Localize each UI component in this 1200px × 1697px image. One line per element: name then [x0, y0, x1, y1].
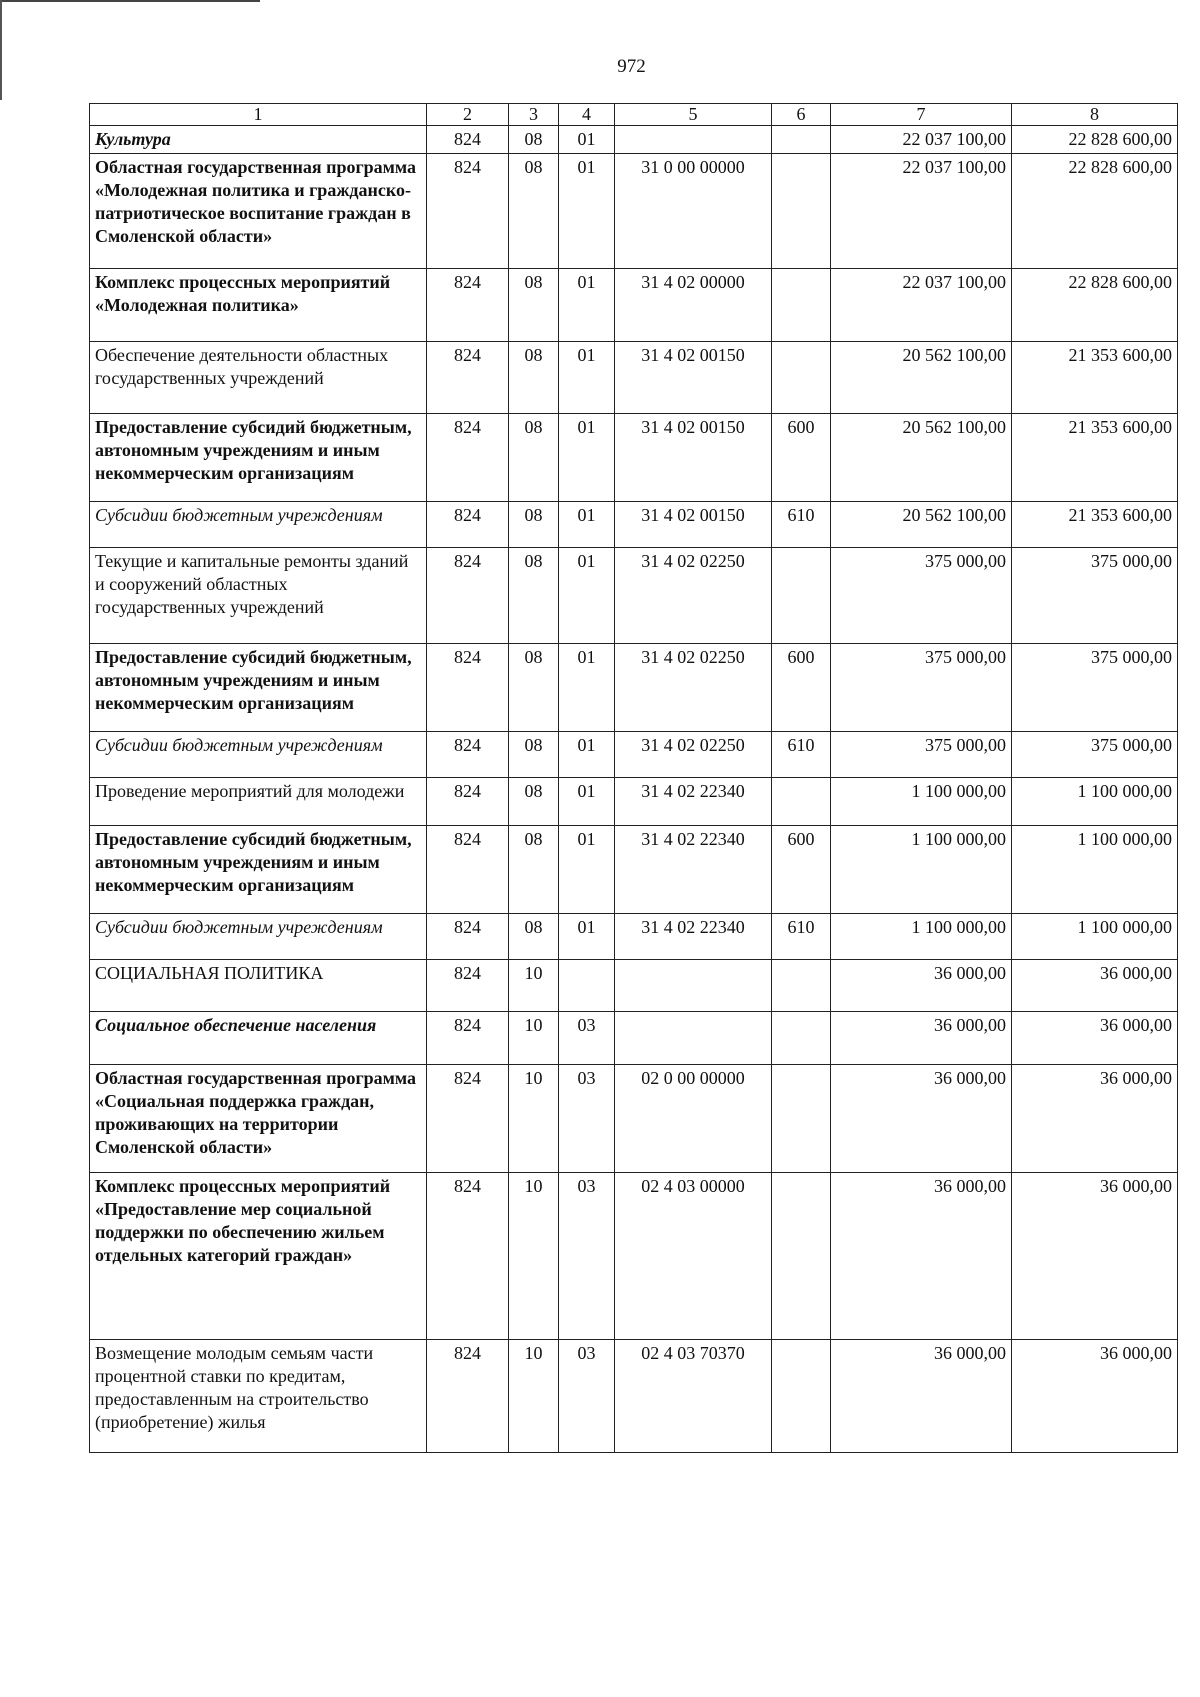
- expense-type-cell: [772, 154, 831, 269]
- amount-year1-cell: 375 000,00: [831, 644, 1012, 732]
- subsection-code-cell: 01: [559, 914, 615, 960]
- row-name-cell: Возмещение молодым семьям части процентной ставки по кредитам, предоставленным на строительство (приобретение) жилья: [90, 1340, 427, 1453]
- expense-type-cell: [772, 548, 831, 644]
- target-article-cell: 02 0 00 00000: [615, 1065, 772, 1173]
- admin-code-cell: 824: [427, 644, 509, 732]
- section-code-cell: 10: [509, 960, 559, 1012]
- table-row: [90, 1065, 1178, 1173]
- table-row: [90, 1173, 1178, 1340]
- target-article-cell: 31 4 02 22340: [615, 826, 772, 914]
- subsection-code-cell: 01: [559, 502, 615, 548]
- table-body: [90, 126, 1178, 1453]
- admin-code-cell: 824: [427, 1065, 509, 1173]
- scan-edge-left: [0, 0, 2, 100]
- amount-year1-cell: 22 037 100,00: [831, 126, 1012, 154]
- section-code-cell: 08: [509, 732, 559, 778]
- subsection-code-cell: 01: [559, 342, 615, 414]
- expense-type-cell: [772, 1173, 831, 1340]
- header-cell: 3: [509, 104, 559, 126]
- admin-code-cell: 824: [427, 1340, 509, 1453]
- subsection-code-cell: 01: [559, 778, 615, 826]
- header-cell: 6: [772, 104, 831, 126]
- target-article-cell: 31 4 02 00150: [615, 502, 772, 548]
- table-row: [90, 732, 1178, 778]
- expense-type-cell: 600: [772, 414, 831, 502]
- row-name-cell: Субсидии бюджетным учреждениям: [90, 502, 427, 548]
- header-cell: 2: [427, 104, 509, 126]
- target-article-cell: 31 0 00 00000: [615, 154, 772, 269]
- section-code-cell: 08: [509, 914, 559, 960]
- subsection-code-cell: 03: [559, 1340, 615, 1453]
- admin-code-cell: 824: [427, 778, 509, 826]
- amount-year2-cell: 375 000,00: [1012, 548, 1178, 644]
- scan-edge-top: [0, 0, 260, 2]
- amount-year1-cell: 36 000,00: [831, 1173, 1012, 1340]
- admin-code-cell: 824: [427, 126, 509, 154]
- section-code-cell: 10: [509, 1065, 559, 1173]
- amount-year1-cell: 20 562 100,00: [831, 342, 1012, 414]
- admin-code-cell: 824: [427, 826, 509, 914]
- target-article-cell: 31 4 02 00150: [615, 414, 772, 502]
- table-row: [90, 342, 1178, 414]
- amount-year2-cell: 22 828 600,00: [1012, 154, 1178, 269]
- subsection-code-cell: 01: [559, 269, 615, 342]
- amount-year2-cell: 1 100 000,00: [1012, 914, 1178, 960]
- section-code-cell: 08: [509, 126, 559, 154]
- admin-code-cell: 824: [427, 269, 509, 342]
- page-number: 972: [617, 56, 646, 77]
- expense-type-cell: [772, 269, 831, 342]
- section-code-cell: 08: [509, 154, 559, 269]
- target-article-cell: 31 4 02 02250: [615, 644, 772, 732]
- amount-year2-cell: 1 100 000,00: [1012, 826, 1178, 914]
- section-code-cell: 08: [509, 269, 559, 342]
- table-row: [90, 826, 1178, 914]
- target-article-cell: 31 4 02 00150: [615, 342, 772, 414]
- expense-type-cell: [772, 1012, 831, 1065]
- expense-type-cell: [772, 778, 831, 826]
- section-code-cell: 08: [509, 548, 559, 644]
- subsection-code-cell: 01: [559, 126, 615, 154]
- section-code-cell: 08: [509, 502, 559, 548]
- admin-code-cell: 824: [427, 1012, 509, 1065]
- amount-year2-cell: 36 000,00: [1012, 1340, 1178, 1453]
- amount-year2-cell: 36 000,00: [1012, 1012, 1178, 1065]
- row-name-cell: Субсидии бюджетным учреждениям: [90, 732, 427, 778]
- amount-year1-cell: 20 562 100,00: [831, 414, 1012, 502]
- amount-year2-cell: 375 000,00: [1012, 644, 1178, 732]
- target-article-cell: [615, 126, 772, 154]
- subsection-code-cell: 01: [559, 414, 615, 502]
- amount-year2-cell: 21 353 600,00: [1012, 342, 1178, 414]
- section-code-cell: 08: [509, 644, 559, 732]
- table-row: [90, 502, 1178, 548]
- admin-code-cell: 824: [427, 1173, 509, 1340]
- subsection-code-cell: 01: [559, 548, 615, 644]
- expense-type-cell: 610: [772, 502, 831, 548]
- table-row: [90, 1012, 1178, 1065]
- row-name-cell: Субсидии бюджетным учреждениям: [90, 914, 427, 960]
- table-row: [90, 1340, 1178, 1453]
- row-name-cell: Предоставление субсидий бюджетным, автономным учреждениям и иным некоммерческим организациям: [90, 644, 427, 732]
- row-name-cell: Социальное обеспечение населения: [90, 1012, 427, 1065]
- subsection-code-cell: 01: [559, 644, 615, 732]
- admin-code-cell: 824: [427, 732, 509, 778]
- section-code-cell: 10: [509, 1340, 559, 1453]
- row-name-cell: Текущие и капитальные ремонты зданий и сооружений областных государственных учреждений: [90, 548, 427, 644]
- subsection-code-cell: [559, 960, 615, 1012]
- section-code-cell: 08: [509, 778, 559, 826]
- amount-year1-cell: 1 100 000,00: [831, 826, 1012, 914]
- amount-year1-cell: 36 000,00: [831, 1065, 1012, 1173]
- amount-year2-cell: 375 000,00: [1012, 732, 1178, 778]
- section-code-cell: 10: [509, 1173, 559, 1340]
- amount-year2-cell: 22 828 600,00: [1012, 269, 1178, 342]
- table-row: [90, 960, 1178, 1012]
- header-row: [90, 104, 1178, 126]
- section-code-cell: 08: [509, 826, 559, 914]
- expense-type-cell: [772, 1340, 831, 1453]
- amount-year1-cell: 22 037 100,00: [831, 154, 1012, 269]
- amount-year2-cell: 1 100 000,00: [1012, 778, 1178, 826]
- row-name-cell: Комплекс процессных мероприятий «Молодежная политика»: [90, 269, 427, 342]
- subsection-code-cell: 03: [559, 1173, 615, 1340]
- admin-code-cell: 824: [427, 914, 509, 960]
- target-article-cell: 31 4 02 00000: [615, 269, 772, 342]
- amount-year1-cell: 36 000,00: [831, 960, 1012, 1012]
- header-cell: 4: [559, 104, 615, 126]
- admin-code-cell: 824: [427, 154, 509, 269]
- admin-code-cell: 824: [427, 960, 509, 1012]
- amount-year1-cell: 375 000,00: [831, 548, 1012, 644]
- target-article-cell: 31 4 02 02250: [615, 548, 772, 644]
- row-name-cell: Областная государственная программа «Молодежная политика и гражданско-патриотическое воспитание граждан в Смоленской области»: [90, 154, 427, 269]
- section-code-cell: 10: [509, 1012, 559, 1065]
- amount-year2-cell: 21 353 600,00: [1012, 414, 1178, 502]
- admin-code-cell: 824: [427, 342, 509, 414]
- table-row: [90, 269, 1178, 342]
- expense-type-cell: [772, 960, 831, 1012]
- header-cell: 1: [90, 104, 427, 126]
- amount-year1-cell: 22 037 100,00: [831, 269, 1012, 342]
- amount-year1-cell: 36 000,00: [831, 1340, 1012, 1453]
- subsection-code-cell: 03: [559, 1012, 615, 1065]
- target-article-cell: [615, 1012, 772, 1065]
- target-article-cell: 31 4 02 22340: [615, 914, 772, 960]
- row-name-cell: Проведение мероприятий для молодежи: [90, 778, 427, 826]
- table-row: [90, 914, 1178, 960]
- admin-code-cell: 824: [427, 548, 509, 644]
- amount-year2-cell: 36 000,00: [1012, 960, 1178, 1012]
- amount-year2-cell: 22 828 600,00: [1012, 126, 1178, 154]
- row-name-cell: Культура: [90, 126, 427, 154]
- amount-year1-cell: 375 000,00: [831, 732, 1012, 778]
- row-name-cell: Областная государственная программа «Социальная поддержка граждан, проживающих на территории Смоленской области»: [90, 1065, 427, 1173]
- table-row: [90, 644, 1178, 732]
- subsection-code-cell: 01: [559, 732, 615, 778]
- row-name-cell: Обеспечение деятельности областных государственных учреждений: [90, 342, 427, 414]
- amount-year1-cell: 36 000,00: [831, 1012, 1012, 1065]
- row-name-cell: Предоставление субсидий бюджетным, автономным учреждениям и иным некоммерческим организациям: [90, 826, 427, 914]
- admin-code-cell: 824: [427, 414, 509, 502]
- expense-type-cell: 600: [772, 644, 831, 732]
- admin-code-cell: 824: [427, 502, 509, 548]
- subsection-code-cell: 03: [559, 1065, 615, 1173]
- amount-year1-cell: 20 562 100,00: [831, 502, 1012, 548]
- amount-year2-cell: 36 000,00: [1012, 1173, 1178, 1340]
- table-row: [90, 126, 1178, 154]
- row-name-cell: СОЦИАЛЬНАЯ ПОЛИТИКА: [90, 960, 427, 1012]
- table-row: [90, 414, 1178, 502]
- expense-type-cell: [772, 1065, 831, 1173]
- table-row: [90, 778, 1178, 826]
- target-article-cell: 31 4 02 02250: [615, 732, 772, 778]
- target-article-cell: 31 4 02 22340: [615, 778, 772, 826]
- amount-year1-cell: 1 100 000,00: [831, 914, 1012, 960]
- amount-year2-cell: 21 353 600,00: [1012, 502, 1178, 548]
- budget-table: [89, 103, 1178, 1453]
- subsection-code-cell: 01: [559, 154, 615, 269]
- expense-type-cell: 600: [772, 826, 831, 914]
- subsection-code-cell: 01: [559, 826, 615, 914]
- row-name-cell: Комплекс процессных мероприятий «Предоставление мер социальной поддержки по обеспечению жильем отдельных категорий граждан»: [90, 1173, 427, 1340]
- section-code-cell: 08: [509, 342, 559, 414]
- amount-year2-cell: 36 000,00: [1012, 1065, 1178, 1173]
- expense-type-cell: 610: [772, 914, 831, 960]
- table-row: [90, 154, 1178, 269]
- expense-type-cell: [772, 342, 831, 414]
- target-article-cell: 02 4 03 70370: [615, 1340, 772, 1453]
- table-row: [90, 548, 1178, 644]
- expense-type-cell: [772, 126, 831, 154]
- target-article-cell: 02 4 03 00000: [615, 1173, 772, 1340]
- header-cell: 8: [1012, 104, 1178, 126]
- row-name-cell: Предоставление субсидий бюджетным, автономным учреждениям и иным некоммерческим организациям: [90, 414, 427, 502]
- section-code-cell: 08: [509, 414, 559, 502]
- header-cell: 7: [831, 104, 1012, 126]
- target-article-cell: [615, 960, 772, 1012]
- header-cell: 5: [615, 104, 772, 126]
- expense-type-cell: 610: [772, 732, 831, 778]
- amount-year1-cell: 1 100 000,00: [831, 778, 1012, 826]
